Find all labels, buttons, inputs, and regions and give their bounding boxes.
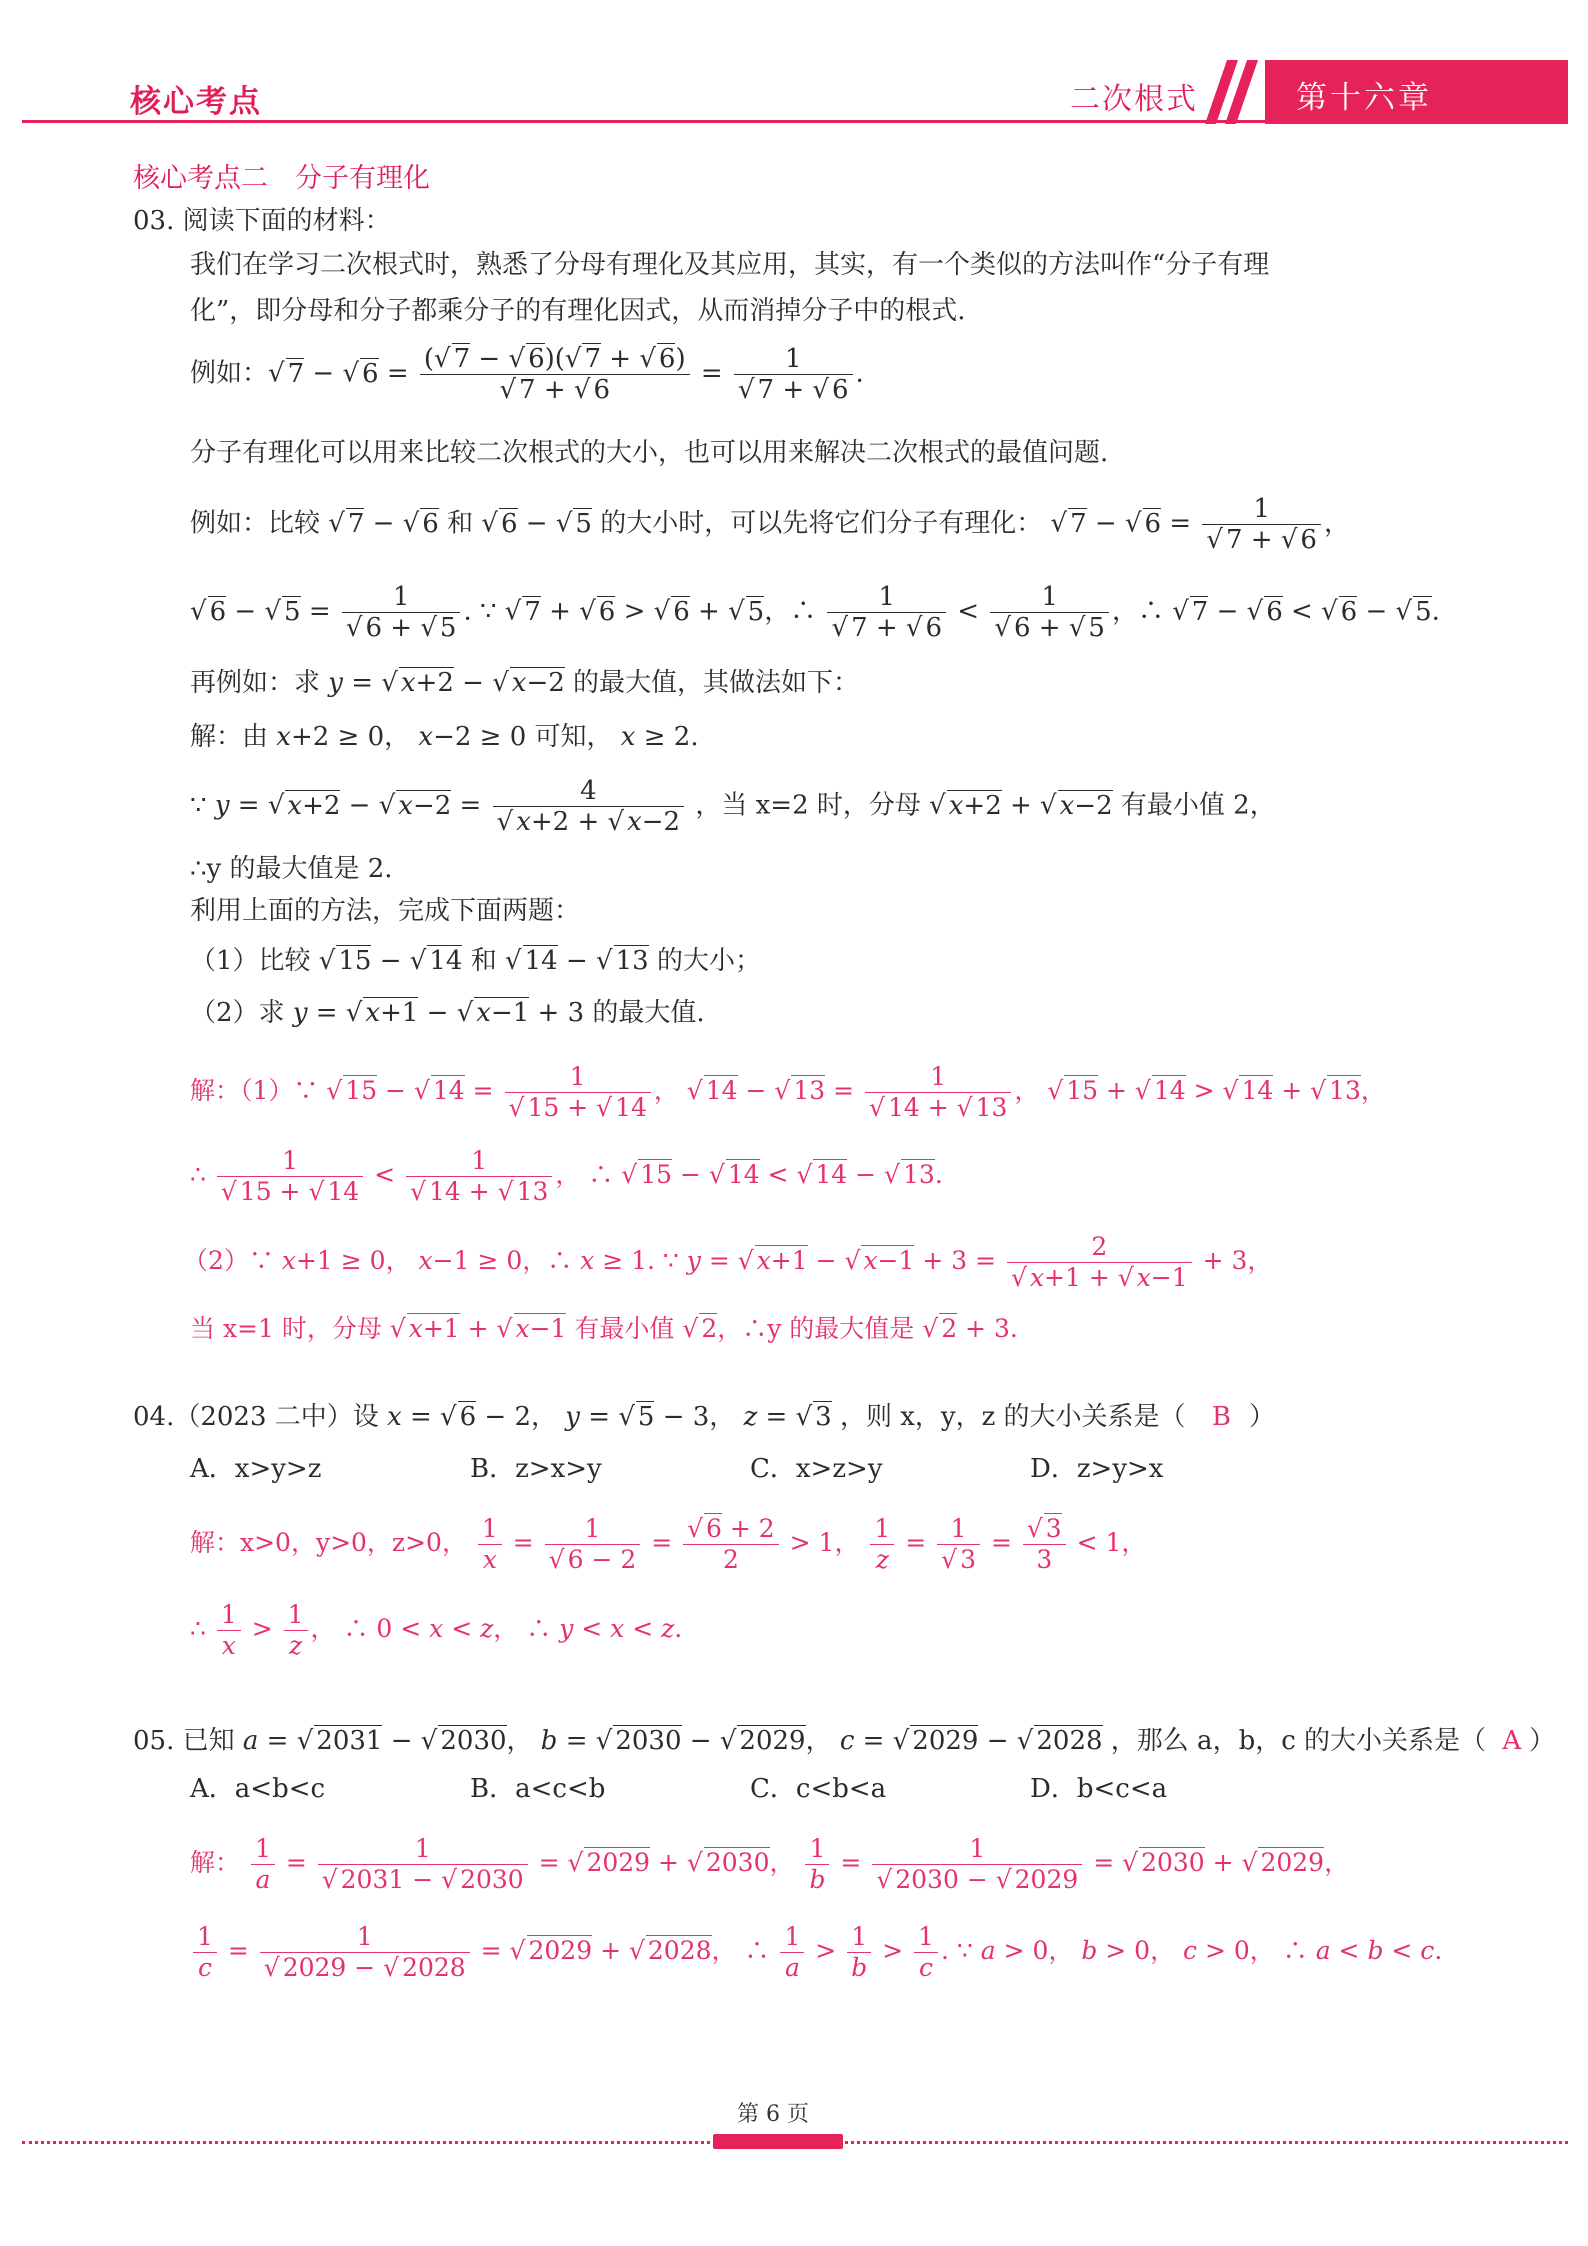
- footer-accent-bar: [713, 2134, 843, 2149]
- q04-stem: 04.（2023 二中）设 x = √ 6 − 2， y = √ 5 − 3， z = √ 3 ，则 x，y，z 的大小关系是（ B ）: [133, 1402, 1275, 1432]
- page-number: 第 6 页: [737, 2102, 809, 2127]
- task2-prefix: （2）求: [190, 998, 285, 1028]
- q04-close: ）: [1248, 1402, 1275, 1432]
- q05-sol-prefix: 解：: [190, 1848, 241, 1877]
- q03-solution-line2: ∵ y = √ x+2 − √ x−2 = $\frac{4}{√ x+2 + √ x-2}$ ，当 x=2 时，分母 √ x+2 + √ x−2 有最小值 2，: [190, 776, 1276, 837]
- q04-solution-line1: 解：x>0，y>0，z>0， $\frac{1}{x}$ = $\frac{1}{√ 6 - 2}$ = $\frac{√ 6 + 2}{2}$ > 1， $\frac{1}{z}$ = $\frac{1}{√ 3}$ = $\frac{√ 3}{3}$ < 1，: [190, 1514, 1147, 1574]
- q03-task2: （2）求 y = √ x+1 − √ x−1 + 3 的最大值.: [190, 998, 705, 1028]
- q04-answer: B: [1211, 1402, 1231, 1432]
- example2-and: 和: [447, 508, 474, 539]
- q03-example1: 例如：√ 7 − √ 6 = $\frac{(√ 7 - √ 6)(√ 7 + √ 6)}{√ 7 + √ 6}$ = $\frac{1}{√ 7 + √ 6}$ .: [190, 344, 864, 405]
- q03-example2-line2: √ 6 − √ 5 = $\frac{1}{√ 6 + √ 5}$ . ∵ √ 7 + √ 6 > √ 6 + √ 5，∴ $\frac{1}{√ 7 + √ 6}$ < $\frac{1}{√ 6 + √ 5}$ ，∴ √ 7 − √ 6 < √ 6 − √ 5.: [190, 582, 1440, 643]
- answer3-prefix: 当 x=1 时，分母: [190, 1314, 382, 1343]
- q05-option-b: B．a<c<b: [470, 1774, 606, 1804]
- header-section-label: 核心考点: [130, 84, 262, 120]
- q03-para1-line2: 化”，即分母和分子都乘分子的有理化因式，从而消掉分子中的根式.: [190, 296, 966, 326]
- q05-option-d: D．b<c<a: [1030, 1774, 1168, 1804]
- q03-answer-line4: 当 x=1 时，分母 √ x+1 + √ x−1 有最小值 √ 2，∴y 的最大值是 √ 2 + 3.: [190, 1314, 1018, 1343]
- answer3-mid: 有最小值: [574, 1314, 675, 1343]
- example2-mid: 的大小时，可以先将它们分子有理化：: [600, 508, 1043, 539]
- header-rule: [22, 120, 1568, 123]
- section-title: 核心考点二 分子有理化: [133, 163, 430, 194]
- q03-lead-text: 阅读下面的材料：: [182, 206, 391, 236]
- example3-suffix: 的最大值，其做法如下：: [573, 668, 860, 698]
- q04-option-c: C．x>z>y: [750, 1454, 883, 1484]
- q03-answer-line2: ∴ $\frac{1}{√ 15 + √ 14}$ < $\frac{1}{√ 14 + √ 13}$ ， ∴ √ 15 − √ 14 < √ 14 − √ 13.: [190, 1146, 943, 1206]
- header-slash-decoration: [1205, 60, 1267, 124]
- task1-prefix: （1）比较: [190, 946, 311, 976]
- q05-prefix: 05. 已知: [133, 1726, 235, 1756]
- solution-mid: ，当 x=2 时，分母: [695, 790, 921, 821]
- q04-option-d: D．z>y>x: [1030, 1454, 1164, 1484]
- q04-option-a: A．x>y>z: [190, 1454, 322, 1484]
- answer2-prefix: （2）∵: [183, 1246, 274, 1275]
- header-topic: 二次根式: [1070, 82, 1198, 117]
- q05-close: ）: [1529, 1726, 1556, 1756]
- q05-stem: 05. 已知 a = √ 2031 − √ 2030， b = √ 2030 − √ 2029， c = √ 2029 − √ 2028 ，那么 a，b，c 的大小关系是（ A ）: [133, 1726, 1556, 1756]
- answer-label: 解：（1）∵: [190, 1076, 319, 1105]
- q03-task: 利用上面的方法，完成下面两题：: [190, 896, 581, 926]
- example2-prefix: 例如：比较: [190, 508, 321, 539]
- header-chapter: 第十六章: [1296, 80, 1432, 116]
- task1-and: 和: [470, 946, 497, 976]
- q03-para1-line1: 我们在学习二次根式时，熟悉了分母有理化及其应用，其实，有一个类似的方法叫作“分子有理: [190, 250, 1270, 280]
- q05-option-a: A．a<b<c: [190, 1774, 326, 1804]
- q04-prefix: 04.（2023 二中）设: [133, 1402, 379, 1432]
- q05-solution-line2: $\frac{1}{c}$ = $\frac{1}{√ 2029 - √ 2028}$ = √ 2029 + √ 2028， ∴ $\frac{1}{a}$ > $\frac{1}{b}$ > $\frac{1}{c}$ . ∵ a > 0， b > 0， c > 0， ∴ a < b < c.: [190, 1922, 1442, 1983]
- q03-example3: 再例如：求 y = √ x+2 − √ x−2 的最大值，其做法如下：: [190, 668, 860, 698]
- q03-lead: [133, 204, 391, 238]
- solution-prefix: 解：由: [190, 722, 269, 752]
- q03-para2: 分子有理化可以用来比较二次根式的大小，也可以用来解决二次根式的最值问题.: [190, 438, 1109, 468]
- q03-answer-line3: （2）∵ x+1 ≥ 0， x−1 ≥ 0，∴ x ≥ 1. ∵ y = √ x+1 − √ x−1 + 3 = $\frac{2}{√ x+1 + √ x-1}$ + 3，: [183, 1232, 1273, 1292]
- q05-answer: A: [1502, 1726, 1522, 1756]
- q03-answer-line1: 解：（1）∵ √ 15 − √ 14 = $\frac{1}{√ 15 + √ 14}$ ， √ 14 − √ 13 = $\frac{1}{√ 14 + √ 13}$ ， √ 15 + √ 14 > √ 14 + √ 13，: [190, 1062, 1386, 1122]
- q04-sol-prefix: 解：x>0，y>0，z>0，: [190, 1528, 467, 1557]
- answer3-mid2: ，∴y 的最大值是: [717, 1314, 915, 1343]
- example1-prefix: 例如：: [190, 358, 269, 389]
- q04-suffix: ，则 x，y，z 的大小关系是（: [839, 1402, 1186, 1432]
- q04-option-b: B．z>x>y: [470, 1454, 602, 1484]
- q03-number: 03.: [133, 206, 175, 236]
- q03-example2-line1: 例如：比较 √ 7 − √ 6 和 √ 6 − √ 5 的大小时，可以先将它们分子有理化： √ 7 − √ 6 = $\frac{1}{√ 7 + √ 6}$ ，: [190, 494, 1350, 555]
- q03-solution-line1: 解：由 x+2 ≥ 0， x−2 ≥ 0 可知， x ≥ 2.: [190, 722, 699, 752]
- task2-suffix: 的最大值.: [592, 998, 705, 1028]
- q05-suffix: ，那么 a，b，c 的大小关系是（: [1110, 1726, 1487, 1756]
- example3-prefix: 再例如：求: [190, 668, 321, 698]
- task1-suffix: 的大小；: [656, 946, 761, 976]
- q03-task1: （1）比较 √ 15 − √ 14 和 √ 14 − √ 13 的大小；: [190, 946, 761, 976]
- q05-solution-line1: 解： $\frac{1}{a}$ = $\frac{1}{√ 2031 - √ 2030}$ = √ 2029 + √ 2030， $\frac{1}{b}$ = $\frac{1}{√ 2030 - √ 2029}$ = √ 2030 + √ 2029，: [190, 1834, 1350, 1894]
- q05-option-c: C．c<b<a: [750, 1774, 887, 1804]
- solution-suffix: 有最小值 2，: [1120, 790, 1276, 821]
- q04-solution-line2: ∴ $\frac{1}{x}$ > $\frac{1}{z}$ ， ∴ 0 < x < z， ∴ y < x < z.: [190, 1600, 683, 1660]
- q03-solution-line3: ∴y 的最大值是 2.: [190, 854, 393, 884]
